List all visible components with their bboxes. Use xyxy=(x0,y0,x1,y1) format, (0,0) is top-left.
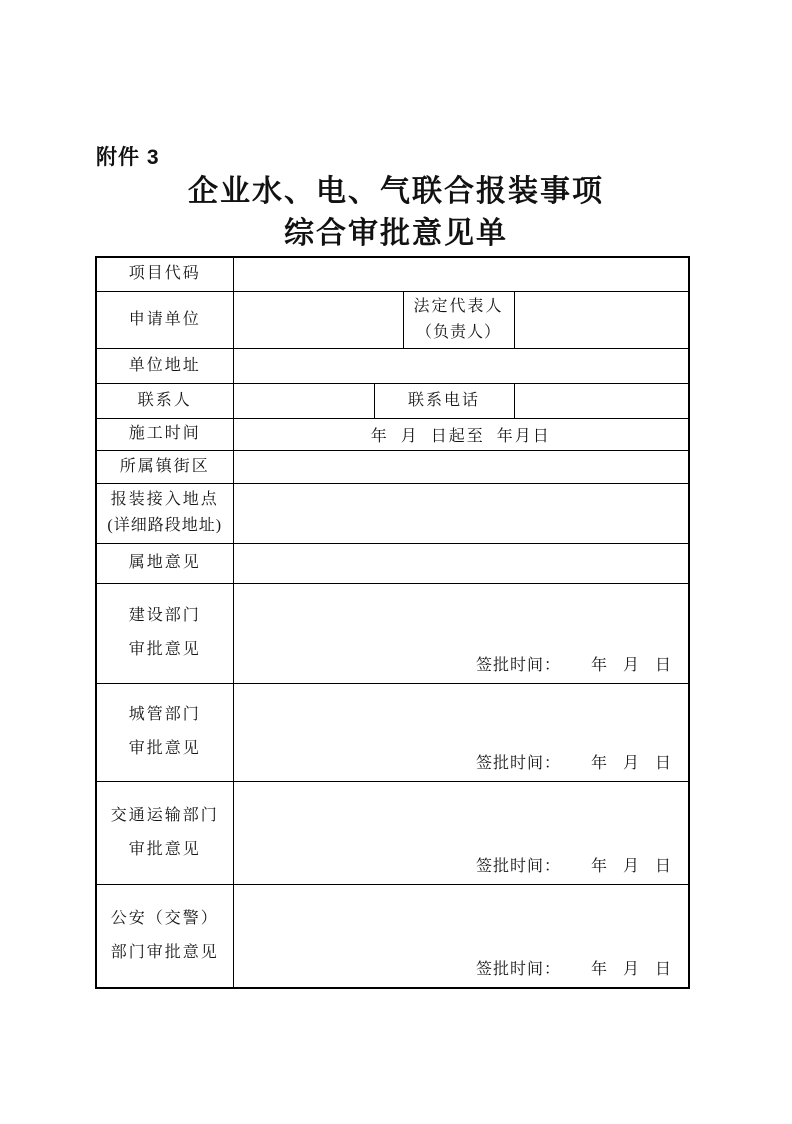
town-district-label: 所属镇街区 xyxy=(96,450,233,483)
local-opinion-field xyxy=(233,543,689,583)
construction-dept-label-line-1: 建设部门 xyxy=(128,607,201,624)
town-district-field xyxy=(233,450,689,483)
project-code-field xyxy=(233,257,689,291)
access-location-label-line-2: (详细路段地址) xyxy=(107,517,223,534)
applicant-label: 申请单位 xyxy=(96,291,233,348)
attachment-label: 附件 3 xyxy=(96,146,160,169)
transport-dept-label-line-2: 审批意见 xyxy=(128,840,201,858)
row-local-opinion xyxy=(96,543,689,583)
contact-phone-label: 联系电话 xyxy=(374,383,514,418)
construction-dept-approval-field xyxy=(233,583,689,683)
row-construction-time xyxy=(96,418,689,450)
title-line-1: 企业水、电、气联合报装事项 xyxy=(188,175,604,208)
row-town-district xyxy=(96,450,689,483)
contact-phone-field xyxy=(514,383,689,418)
access-location-field xyxy=(233,483,689,543)
legal-representative-label-line-2: （负责人） xyxy=(415,323,501,341)
police-dept-label-line-2: 部门审批意见 xyxy=(110,943,219,961)
access-location-label-line-1: 报装接入地点 xyxy=(110,491,219,508)
construction-time-value: 年 月 日起至 年月日 xyxy=(370,427,551,445)
legal-representative-label-line-1: 法定代表人 xyxy=(413,297,504,315)
construction-time-field xyxy=(233,418,689,450)
legal-representative-field xyxy=(514,291,689,348)
access-location-label xyxy=(96,483,233,543)
local-opinion-label: 属地意见 xyxy=(96,543,233,583)
transport-dept-approval-label xyxy=(96,781,233,884)
urban-mgmt-dept-sign-time: 签批时间： 年 月 日 xyxy=(475,754,672,772)
police-dept-approval-label xyxy=(96,884,233,988)
police-dept-approval-field xyxy=(233,884,689,988)
construction-dept-label-line-2: 审批意见 xyxy=(128,641,201,658)
urban-mgmt-dept-approval-label xyxy=(96,683,233,781)
urban-mgmt-dept-label-line-2: 审批意见 xyxy=(128,740,201,757)
project-code-label: 项目代码 xyxy=(96,257,233,291)
construction-dept-approval-label xyxy=(96,583,233,683)
urban-mgmt-dept-label-line-1: 城管部门 xyxy=(128,706,201,723)
row-transport-dept-approval xyxy=(96,781,689,884)
police-dept-label-line-1: 公安（交警） xyxy=(110,909,219,927)
row-police-dept-approval xyxy=(96,884,689,988)
row-contact xyxy=(96,383,689,418)
contact-person-label: 联系人 xyxy=(96,383,233,418)
unit-address-label: 单位地址 xyxy=(96,348,233,383)
title-line-2: 综合审批意见单 xyxy=(284,217,508,250)
construction-dept-sign-time: 签批时间： 年 月 日 xyxy=(475,656,672,674)
urban-mgmt-dept-approval-field xyxy=(233,683,689,781)
transport-dept-label-line-1: 交通运输部门 xyxy=(110,806,219,824)
row-access-location xyxy=(96,483,689,543)
row-applicant xyxy=(96,291,689,348)
legal-representative-label xyxy=(403,291,514,348)
row-urban-mgmt-dept-approval xyxy=(96,683,689,781)
row-unit-address xyxy=(96,348,689,383)
unit-address-field xyxy=(233,348,689,383)
contact-person-field xyxy=(233,383,374,418)
transport-dept-sign-time: 签批时间： 年 月 日 xyxy=(475,857,672,875)
document-title xyxy=(0,171,792,255)
applicant-field xyxy=(233,291,403,348)
police-dept-sign-time: 签批时间： 年 月 日 xyxy=(475,961,672,978)
row-construction-dept-approval xyxy=(96,583,689,683)
approval-form-table xyxy=(95,256,690,989)
construction-time-label: 施工时间 xyxy=(96,418,233,450)
row-project-code xyxy=(96,257,689,291)
transport-dept-approval-field xyxy=(233,781,689,884)
